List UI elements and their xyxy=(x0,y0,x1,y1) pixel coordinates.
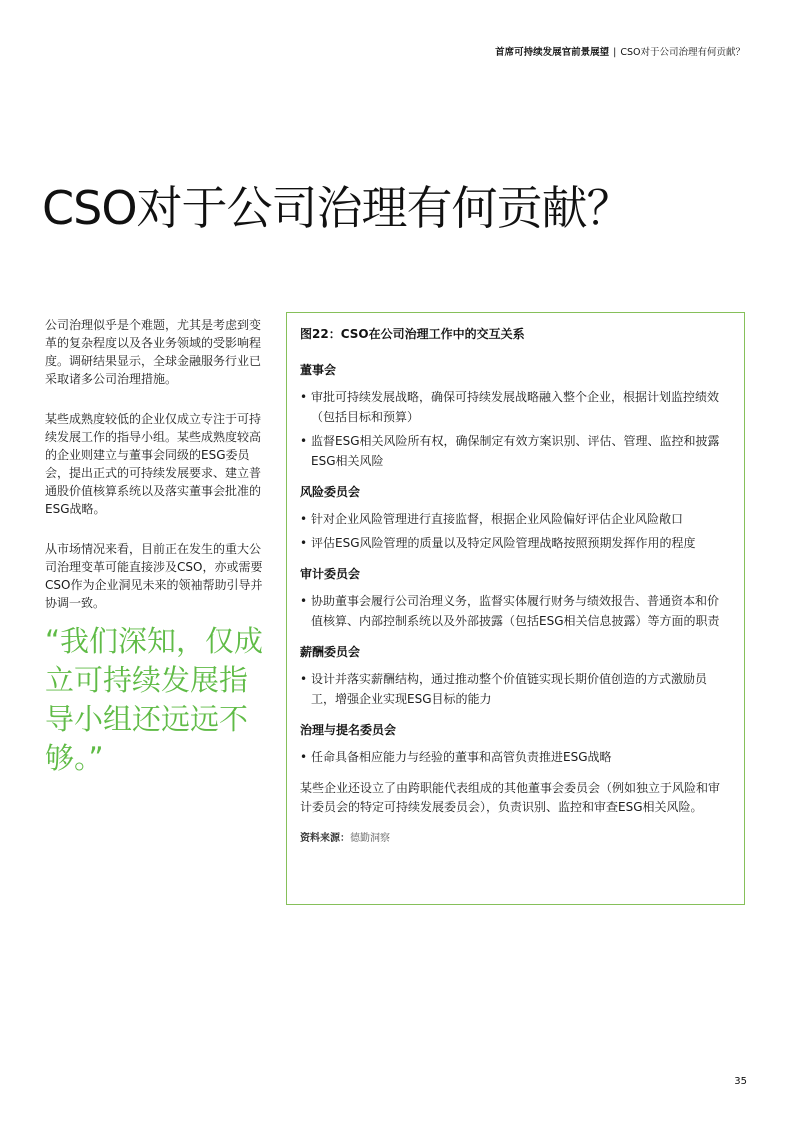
bullet-icon: • xyxy=(300,434,308,448)
duty-item xyxy=(300,509,730,529)
duty-text: 审批可持续发展战略，确保可持续发展战略融入整个企业，根据计划监控绩效（包括目标和预算） xyxy=(311,390,720,424)
source-value: 德勤洞察 xyxy=(350,833,390,844)
header-chapter: CSO对于公司治理有何贡献？ xyxy=(620,47,745,58)
source-label: 资料来源： xyxy=(300,833,350,844)
duty-list xyxy=(300,591,730,631)
duty-list xyxy=(300,669,730,709)
duty-text: 任命具备相应能力与经验的董事和高管负责推进ESG战略 xyxy=(311,750,612,764)
duty-item xyxy=(300,669,730,709)
body-paragraph: 从市场情况来看，目前正在发生的重大公司治理变革可能直接涉及CSO，亦或需要CSO作为企业洞见未来的领袖帮助引导并协调一致。 xyxy=(45,542,263,610)
committee-heading: 审计委员会 xyxy=(300,567,361,581)
header-separator: | xyxy=(613,47,617,58)
body-paragraph: 某些成熟度较低的企业仅成立专注于可持续发展工作的指导小组。某些成熟度较高的企业则建立与董事会同级的ESG委员会，提出正式的可持续发展要求、建立普通股价值核算系统以及落实董事会批准的ESG战略。 xyxy=(45,412,262,516)
bullet-icon: • xyxy=(300,672,308,686)
duty-item xyxy=(300,591,730,631)
duty-list xyxy=(300,747,730,767)
figure-box xyxy=(286,312,745,905)
page-title: CSO对于公司治理有何贡献？ xyxy=(42,181,632,235)
committee-heading: 治理与提名委员会 xyxy=(300,723,397,737)
bullet-icon: • xyxy=(300,390,308,404)
source-line xyxy=(300,829,730,844)
bullet-icon: • xyxy=(300,750,308,764)
duty-text: 评估ESG风险管理的质量以及特定风险管理战略按照预期发挥作用的程度 xyxy=(311,536,696,550)
committee-heading: 风险委员会 xyxy=(300,485,361,499)
duty-item xyxy=(300,387,730,427)
body-column xyxy=(45,316,271,634)
committee-heading: 薪酬委员会 xyxy=(300,645,361,659)
committee-heading: 董事会 xyxy=(300,363,337,377)
bullet-icon: • xyxy=(300,594,308,608)
committee-list xyxy=(300,361,730,767)
duty-list xyxy=(300,509,730,553)
bullet-icon: • xyxy=(300,512,308,526)
figure-caption: 图22：CSO在公司治理工作中的交互关系 xyxy=(300,327,525,341)
duty-text: 设计并落实薪酬结构，通过推动整个价值链实现长期价值创造的方式激励员工，增强企业实现ESG目标的能力 xyxy=(311,672,708,706)
duty-item xyxy=(300,431,730,471)
figure-note: 某些企业还设立了由跨职能代表组成的其他董事会委员会（例如独立于风险和审计委员会的特定可持续发展委员会），负责识别、监控和审查ESG相关风险。 xyxy=(300,781,721,814)
duty-text: 协助董事会履行公司治理义务，监督实体履行财务与绩效报告、普通资本和价值核算、内部控制系统以及外部披露（包括ESG相关信息披露）等方面的职责 xyxy=(311,594,720,628)
duty-text: 监督ESG相关风险所有权，确保制定有效方案识别、评估、管理、监控和披露ESG相关风险 xyxy=(311,434,720,468)
duty-item xyxy=(300,747,730,767)
duty-list xyxy=(300,387,730,471)
page-number: 35 xyxy=(734,1076,747,1087)
running-header xyxy=(495,44,745,58)
body-paragraph: 公司治理似乎是个难题，尤其是考虑到变革的复杂程度以及各业务领域的受影响程度。调研结果显示，全球金融服务行业已采取诸多公司治理措施。 xyxy=(45,318,262,386)
header-section: 首席可持续发展官前景展望 xyxy=(495,47,610,58)
duty-text: 针对企业风险管理进行直接监督，根据企业风险偏好评估企业风险敞口 xyxy=(311,512,684,526)
pull-quote: “我们深知，仅成立可持续发展指导小组还远远不够。” xyxy=(45,624,264,775)
duty-item xyxy=(300,533,730,553)
bullet-icon: • xyxy=(300,536,308,550)
